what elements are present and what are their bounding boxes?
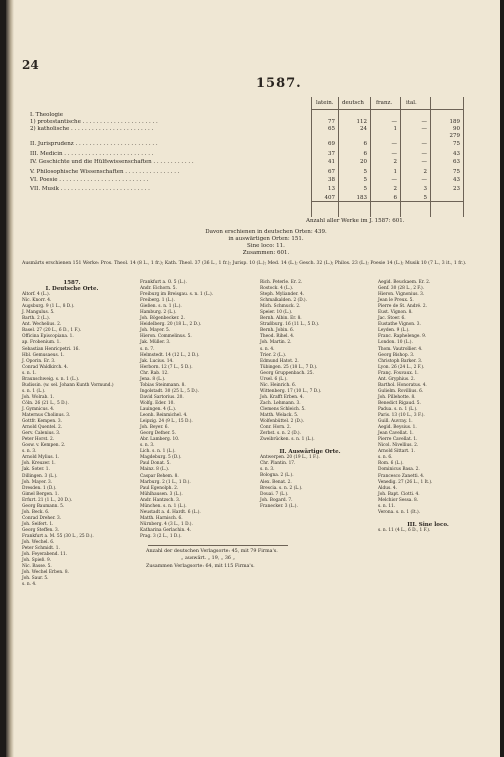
table-cell: —: [421, 141, 427, 147]
list-item: Dillingen. 3 (L.).: [22, 473, 58, 479]
places-line-german: Davon erschienen in deutschen Orten: 439.: [205, 229, 327, 235]
list-item: Aldus. 4.: [378, 485, 398, 491]
list-item: Barth. 2 (L.).: [22, 316, 51, 322]
list-item: Matth. Welack. 5.: [260, 413, 299, 419]
table-cell: 1: [393, 126, 397, 132]
list-item: Trier. 2 (L.).: [260, 352, 287, 358]
list-item: Joh. Saur. 5.: [22, 576, 49, 582]
list-item: Joh. Wechel. 6.: [22, 540, 55, 546]
column-2-entries: [140, 280, 213, 540]
list-item: Georg Baumann. 5.: [22, 503, 65, 509]
table-rule: [463, 97, 464, 217]
table-header-rule: [311, 109, 463, 110]
list-item: Joh. Pillehotte. 8.: [378, 394, 416, 400]
list-item: Venedig. 27 (26 L., 1 It.).: [378, 479, 433, 485]
list-item: Erfurt. 21 (1 L., 20 D.).: [22, 497, 73, 503]
list-item: Aegid. Beuckaem. Er. 2.: [378, 280, 431, 285]
list-item: Arnold Mylius. 1.: [22, 455, 60, 461]
list-item: Jak. Soter. 1.: [22, 467, 50, 473]
list-item: Frankfurt a. M. 55 (30 L., 25 D.).: [22, 533, 94, 539]
list-item: Francesco Zanetti. 4.: [378, 473, 425, 479]
list-item: Hbl. Gemusaeus. 1.: [22, 352, 65, 358]
list-item: Pierre Cavellat. 1.: [378, 437, 418, 443]
list-item: Leyden. 9 (L.).: [378, 328, 410, 334]
list-item: Hieron. Vignonius. 3.: [378, 292, 425, 298]
list-item: Thom. Vautrollier. 4.: [378, 346, 423, 352]
list-item: Conrad Dreher. 3.: [22, 515, 62, 521]
list-item: Georg Gruppenbach. 25.: [260, 370, 314, 376]
table-cell: —: [391, 141, 397, 147]
category-label: 2) katholische . . . . . . . . . . . . . . . . . . . . . . . .: [30, 126, 154, 132]
list-item: Melchior Sessa. 8.: [378, 497, 419, 503]
list-item: Jac. Stoer. 6.: [378, 316, 406, 322]
table-cell: 3: [423, 186, 427, 192]
table-cell: —: [421, 177, 427, 183]
totals-foreign: „ auswärt. „ 19, „ 36 „: [181, 556, 235, 561]
list-item: Zach. Lehmann. 3.: [260, 400, 301, 406]
list-item: Paul Egenolph. 2.: [140, 485, 179, 491]
list-item: Joh. Bögenbecker. 2.: [140, 316, 185, 322]
list-item: Joh. Krafft Erben. 4.: [260, 394, 304, 400]
list-item: Frankfurt a. O. 5 (L.).: [140, 280, 187, 285]
list-item: Ant. Wechelius. 2.: [22, 322, 62, 328]
table-cell: 77: [328, 119, 335, 125]
table-cell: 189: [449, 119, 460, 125]
footnote: Ausmärts erschienen 151 Werke: Pros. Theol. 14 (8 L., 1 fr.); Kath. Theol. 37 (36 L., 1 fr.); Jurisp. 10 (L.); Med. 14 (L.); Gesch. 32 (L.); Philos. 23 (L.); Poesie 14 (L.); Musik 10 (7 L., 3 it., 1 fr.).: [22, 261, 467, 266]
list-item: Freiburg im Breisgau. s. n. 1 (L.).: [140, 292, 214, 298]
list-item: Gottfr. Kempen. 3.: [22, 419, 62, 425]
list-item: Jean le Preux. 5.: [378, 298, 414, 304]
list-item: s. n. 4.: [22, 582, 37, 588]
places-line-sine-loco: Sine loco: 11.: [247, 243, 285, 249]
section-heading-german-places: I. Deutsche Orte.: [45, 286, 99, 293]
list-item: Hamburg. 2 (L.).: [140, 310, 177, 316]
list-item: s. n. 3.: [140, 443, 155, 449]
list-item: Jena. 8 (L.).: [140, 376, 166, 382]
list-item: Nic. Knorr. 4.: [22, 298, 52, 304]
list-item: Brescia. s. n. 2 (L.).: [260, 485, 303, 491]
list-item: Gießen. s. n. 1 (L.).: [140, 304, 182, 310]
list-item: Barthol. Honoratus. 4.: [378, 382, 427, 388]
table-cell: 5: [363, 169, 367, 175]
list-item: Straßburg. 16 (11 L., 5 D.).: [260, 322, 320, 328]
table-cell: —: [421, 151, 427, 157]
list-item: München. s. n. 1 (L.).: [140, 503, 187, 509]
table-cell: 5: [363, 186, 367, 192]
list-item: s. n. 3.: [22, 449, 37, 455]
table-cell: 183: [356, 195, 367, 201]
table-cell: 13: [328, 186, 335, 192]
table-cell: 1: [393, 169, 397, 175]
list-item: Andr. Eichorn. 5.: [140, 286, 177, 292]
list-item: Alex. Benat. 2.: [260, 479, 292, 485]
list-item: Officina Episcopiana. 1.: [22, 334, 74, 340]
column-3-entries: [260, 280, 360, 510]
category-label: V. Philosophische Wissenschaften . . . . . . . . . . . . . . . .: [30, 169, 180, 175]
list-item: Wolfenbüttel. 2 (D.).: [260, 419, 305, 425]
list-item: Genf. 30 (28 L., 2 F.).: [378, 286, 425, 292]
category-label: 1) protestantische . . . . . . . . . . . . . . . . . . . . . .: [30, 119, 158, 125]
list-item: Joh. Bogard. 7.: [260, 497, 293, 503]
list-item: Benedict Rigaud. 5.: [378, 400, 421, 406]
table-cell: 67: [328, 169, 335, 175]
list-item: s. n. 6.: [378, 455, 393, 461]
column-3: [260, 280, 360, 510]
list-item: Basel. 27 (20 L., 6 D., 1 F.).: [22, 328, 82, 334]
table-cell: 2: [423, 169, 427, 175]
list-item: Zerbst. s. n. 2 (D.).: [260, 431, 301, 437]
list-item: Magdeburg. 5 (D.).: [140, 455, 182, 461]
table-cell: 23: [453, 186, 460, 192]
list-item: Eustathe Vignon. 3.: [378, 322, 421, 328]
list-item: Leipzig. 24 (9 L., 15 D.).: [140, 419, 193, 425]
page-number: 24: [22, 58, 39, 72]
list-item: Caspar Behem. 8.: [140, 473, 179, 479]
totals-rule: [148, 545, 288, 546]
header-german: deutsch: [342, 100, 364, 106]
list-item: Steph. Myliander. 4.: [260, 292, 305, 298]
list-item: Augsburg. 9 (1 L., 8 D.).: [22, 304, 75, 310]
list-item: Nic. Basse. 5.: [22, 564, 52, 570]
list-item: Georg Defner. 5.: [140, 431, 177, 437]
list-item: Cöln. 26 (21 L., 5 D.).: [22, 400, 69, 406]
list-item: Joh. Beck. 6.: [22, 509, 50, 515]
places-line-foreign: in auswärtigen Orten: 151.: [228, 236, 304, 242]
list-item: J. Oporin. Er. 3.: [22, 358, 56, 364]
list-item: Gosw. v. Kempen. 2.: [22, 443, 66, 449]
list-item: Tübingen. 25 (18 L., 7 D.).: [260, 364, 318, 370]
list-item: Gerv. Calenius. 3.: [22, 431, 61, 437]
list-item: Georg Steffen. 3.: [22, 527, 60, 533]
list-item: Nic. Heinrich. 6.: [260, 382, 297, 388]
section-heading: II. Auswärtige Orte.: [279, 449, 341, 456]
category-label: VII. Musik . . . . . . . . . . . . . . . . . . . . . . . . . .: [30, 186, 150, 192]
list-item: s. n. 11.: [378, 503, 396, 509]
list-item: Christoph Barker. 3.: [378, 358, 423, 364]
table-cell: 2: [393, 159, 397, 165]
section-heading: III. Sine loco.: [407, 521, 449, 528]
list-item: Hieron. Commelinus. 5.: [140, 334, 192, 340]
table-cell: 407: [324, 195, 335, 201]
category-label: VI. Poesie . . . . . . . . . . . . . . . . . . . . . . . . . .: [30, 177, 149, 183]
table-cell: 5: [423, 195, 427, 201]
list-item: Ant. Gryphius. 2.: [378, 376, 415, 382]
list-item: Matth. Harnisch. 6.: [140, 515, 183, 521]
table-cell: 6: [363, 141, 367, 147]
header-french: franz.: [376, 100, 393, 106]
table-cell: 75: [453, 169, 460, 175]
list-item: Gulielm. Rovillius. 6.: [378, 388, 424, 394]
table-cell: 112: [356, 119, 367, 125]
list-item: Lich. s. n. 1 (L.).: [140, 449, 176, 455]
list-item: Antwerpen. 20 (19 L., 1 F.).: [260, 455, 320, 461]
table-cell: 75: [453, 141, 460, 147]
list-item: Theod. Rihel. 4.: [260, 334, 295, 340]
year-title: 1587.: [256, 76, 302, 91]
list-item: Speier. 10 (L.).: [260, 310, 293, 316]
list-item: Peter Schmidt. 1.: [22, 546, 60, 552]
list-item: Leonh. Reinmichel. 4.: [140, 413, 188, 419]
list-item: J. Gymnicus. 4.: [22, 406, 55, 412]
page-binding-edge: [6, 0, 14, 757]
list-item: Dresden. 1 (D.).: [22, 485, 57, 491]
list-item: s. n. 1.: [22, 370, 37, 376]
list-item: Franecker. 3 (L.).: [260, 503, 298, 509]
table-cell: 43: [453, 177, 460, 183]
list-item: Joh. Martin. 2.: [260, 340, 292, 346]
category-label: III. Medicin . . . . . . . . . . . . . . . . . . . . . . . . . .: [30, 151, 154, 157]
list-item: Joh. Wolrab. 1.: [22, 394, 55, 400]
table-rule: [311, 97, 312, 217]
list-item: Franc. Raphelenge. 9.: [378, 334, 427, 340]
column-1: [22, 280, 122, 588]
list-item: Paris. 13 (10 L., 3 F.).: [378, 413, 425, 419]
table-cell: 6: [393, 195, 397, 201]
list-item: Pierre de St. André. 2.: [378, 304, 427, 310]
list-item: Joh. Seifert. 1.: [22, 521, 54, 527]
list-item: Abr. Lamberg. 10.: [140, 437, 180, 443]
list-item: Joh. Bapt. Ciotti. 4.: [378, 491, 420, 497]
category-label: IV. Geschichte und die Hülfswissenschaften . . . . . . . . . . . .: [30, 159, 194, 165]
list-item: Clemens Schleich. 5.: [260, 406, 306, 412]
list-item: Schmalkalden. 2 (D.).: [260, 298, 307, 304]
list-item: Marburg. 2 (1 L., 1 D.).: [140, 479, 191, 485]
list-item: Eust. Vignon. 8.: [378, 310, 413, 316]
table-cell: —: [421, 119, 427, 125]
column-heading-year: 1587.: [63, 280, 81, 286]
list-item: Bernh. Albin. Er. 8.: [260, 316, 302, 322]
list-item: s. n. 4.: [260, 346, 275, 352]
list-item: ap. Frobenium. 1.: [22, 340, 61, 346]
table-cell: 24: [360, 126, 367, 132]
list-item: Budissin. (w. sel. Johann Kunth Vormund.): [22, 382, 114, 388]
table-rule: [338, 97, 339, 217]
list-item: Joh. Wechel Erben. 8.: [22, 570, 69, 576]
list-item: Prag. 3 (2 L., 1 D.).: [140, 533, 182, 539]
list-item: Mich. Schmuck. 2.: [260, 304, 301, 310]
column-4: [378, 280, 478, 534]
table-rule: [430, 97, 431, 217]
header-latin: latein.: [316, 100, 334, 106]
list-item: Franç. Fouvaux. 1.: [378, 370, 419, 376]
list-item: Rich. Peterle. Er. 2.: [260, 280, 303, 285]
list-item: s. n. 3.: [260, 467, 275, 473]
list-item: Aegid. Beysius. 1.: [378, 425, 417, 431]
column-4-entries: [378, 280, 478, 534]
list-item: Georg Bishop. 3.: [378, 352, 415, 358]
list-item: Joh. Beyer. 6.: [140, 425, 169, 431]
column-1-entries: [22, 292, 122, 588]
table-cell: 69: [328, 141, 335, 147]
list-item: s. n. 1 (L.).: [22, 388, 46, 394]
list-item: Rostock. 4 (L.).: [260, 286, 294, 292]
list-item: s. n. 11 (4 L., 6 D., 1 F.).: [378, 527, 431, 533]
list-item: Altorf. 4 (L.).: [22, 292, 51, 298]
list-item: Helmstedt. 14 (12 L., 2 D.).: [140, 352, 200, 358]
header-italian: ital.: [406, 100, 417, 106]
list-item: Joh. Kreuzer. 1.: [22, 461, 56, 467]
list-item: Zweibrücken. s. n. 1 (L.).: [260, 437, 315, 443]
table-cell: —: [421, 159, 427, 165]
table-rule: [400, 97, 401, 217]
works-total: Anzahl aller Werke im J. 1587: 601.: [306, 218, 405, 224]
list-item: Maternus Cholinus. 3.: [22, 413, 71, 419]
list-item: Herborn. 12 (7 L., 5 D.).: [140, 364, 193, 370]
list-item: Nicol. Nivellius. 2.: [378, 443, 419, 449]
list-item: Gimel Bergen. 1.: [22, 491, 59, 497]
list-item: Heidelberg. 20 (18 L., 2 D.).: [140, 322, 202, 328]
list-item: Ingolstadt. 30 (25 L., 5 D.).: [140, 388, 199, 394]
table-cell: 65: [328, 126, 335, 132]
list-item: Tobias Steinmann. 8.: [140, 382, 186, 388]
list-item: Andr. Hantzsch. 3.: [140, 497, 181, 503]
list-item: Nürnberg. 4 (3 L., 1 D.).: [140, 521, 193, 527]
list-item: Rom. 6 (L.).: [378, 461, 404, 467]
list-item: Freiberg. 1 (L.).: [140, 298, 175, 304]
list-item: David Sartorius. 20.: [140, 394, 184, 400]
list-item: Bologna. 2 (L.).: [260, 473, 294, 479]
list-item: Jak. Müller. 3.: [140, 340, 171, 346]
table-rule: [370, 97, 371, 217]
table-cell: —: [421, 126, 427, 132]
list-item: J. Mangulus. 5.: [22, 310, 55, 316]
list-item: Paul Donat. 5.: [140, 461, 171, 467]
list-item: Wittenberg. 17 (10 L., 7 D.).: [260, 388, 322, 394]
table-cell: 6: [363, 151, 367, 157]
list-item: Jean Cavellat. 1.: [378, 431, 414, 437]
list-item: Wolfg. Eder. 10.: [140, 400, 175, 406]
list-item: Joh. Mayer. 3.: [22, 479, 53, 485]
list-item: Ursel. 6 (L.).: [260, 376, 288, 382]
list-item: Jak. Lucius. 14.: [140, 358, 174, 364]
column-2: [140, 280, 213, 540]
table-cell: —: [391, 119, 397, 125]
places-line-total: Zusammen: 601.: [242, 250, 290, 256]
table-cell: 37: [328, 151, 335, 157]
category-label: II. Jurisprudenz . . . . . . . . . . . . . . . . . . . . . . . .: [30, 141, 158, 147]
list-item: London. 10 (L.).: [378, 340, 413, 346]
table-cell: 43: [453, 151, 460, 157]
table-cell: 20: [360, 159, 367, 165]
table-cell: 63: [453, 159, 460, 165]
list-item: Dominicus Basa. 2.: [378, 467, 420, 473]
list-item: Mainz. 8 (L.).: [140, 467, 170, 473]
list-item: Douai. 7 (L.).: [260, 491, 289, 497]
list-item: Arnold Sittart. 1.: [378, 449, 415, 455]
list-item: Conrad Waldkirch. 4.: [22, 364, 69, 370]
table-cell: 90: [453, 126, 460, 132]
list-item: Conr. Horn. 2.: [260, 425, 291, 431]
list-item: Lyon. 26 (24 L., 2 F.).: [378, 364, 425, 370]
list-item: Arnold Quentel. 2.: [22, 425, 63, 431]
list-item: Neustadt a. d. Hardt. 6 (L.).: [140, 509, 201, 515]
table-total-rule: [311, 201, 463, 202]
list-item: Edmund Hatot. 2.: [260, 358, 299, 364]
list-item: Bernh. Jobin. 6.: [260, 328, 295, 334]
list-item: Joh. Mayer. 5.: [140, 328, 171, 334]
list-item: Chr. Plantin. 17.: [260, 461, 296, 467]
list-item: Guill. Auvray. 1.: [378, 419, 413, 425]
table-cell: 5: [363, 177, 367, 183]
table-cell: 279: [449, 133, 460, 139]
table-cell: 2: [393, 186, 397, 192]
totals-german: Anzahl der deutschen Verlagsorte: 45, mit 79 Firma's.: [146, 549, 278, 554]
list-item: Joh. Spieß. 9.: [22, 558, 52, 564]
list-item: Lauingen. 4 (L.).: [140, 406, 177, 412]
book-page: [6, 0, 500, 757]
list-item: Mühlhausen. 3 (L.).: [140, 491, 183, 497]
table-cell: 41: [328, 159, 335, 165]
table-cell: 38: [328, 177, 335, 183]
list-item: Verona. s. n. 1 (It.).: [378, 509, 420, 515]
list-item: Katharina Gerlachin. 4.: [140, 527, 192, 533]
list-item: s. n. 7.: [140, 346, 155, 352]
list-item: Sebastian Henricpetri. 16.: [22, 346, 80, 352]
list-item: Padua. s. n. 1 (L.).: [378, 406, 418, 412]
table-cell: —: [391, 177, 397, 183]
list-item: Joh. Feyerabend. 11.: [22, 552, 68, 558]
category-label: I. Theologie: [30, 112, 64, 118]
table-cell: —: [391, 151, 397, 157]
list-item: Braunschweig. s. n. 1 (L.).: [22, 376, 80, 382]
list-item: Chr. Rab. 12.: [140, 370, 169, 376]
totals-all: Zusammen Verlagsorte: 64, mit 115 Firma's.: [146, 564, 255, 569]
list-item: Peter Horst. 2.: [22, 437, 55, 443]
